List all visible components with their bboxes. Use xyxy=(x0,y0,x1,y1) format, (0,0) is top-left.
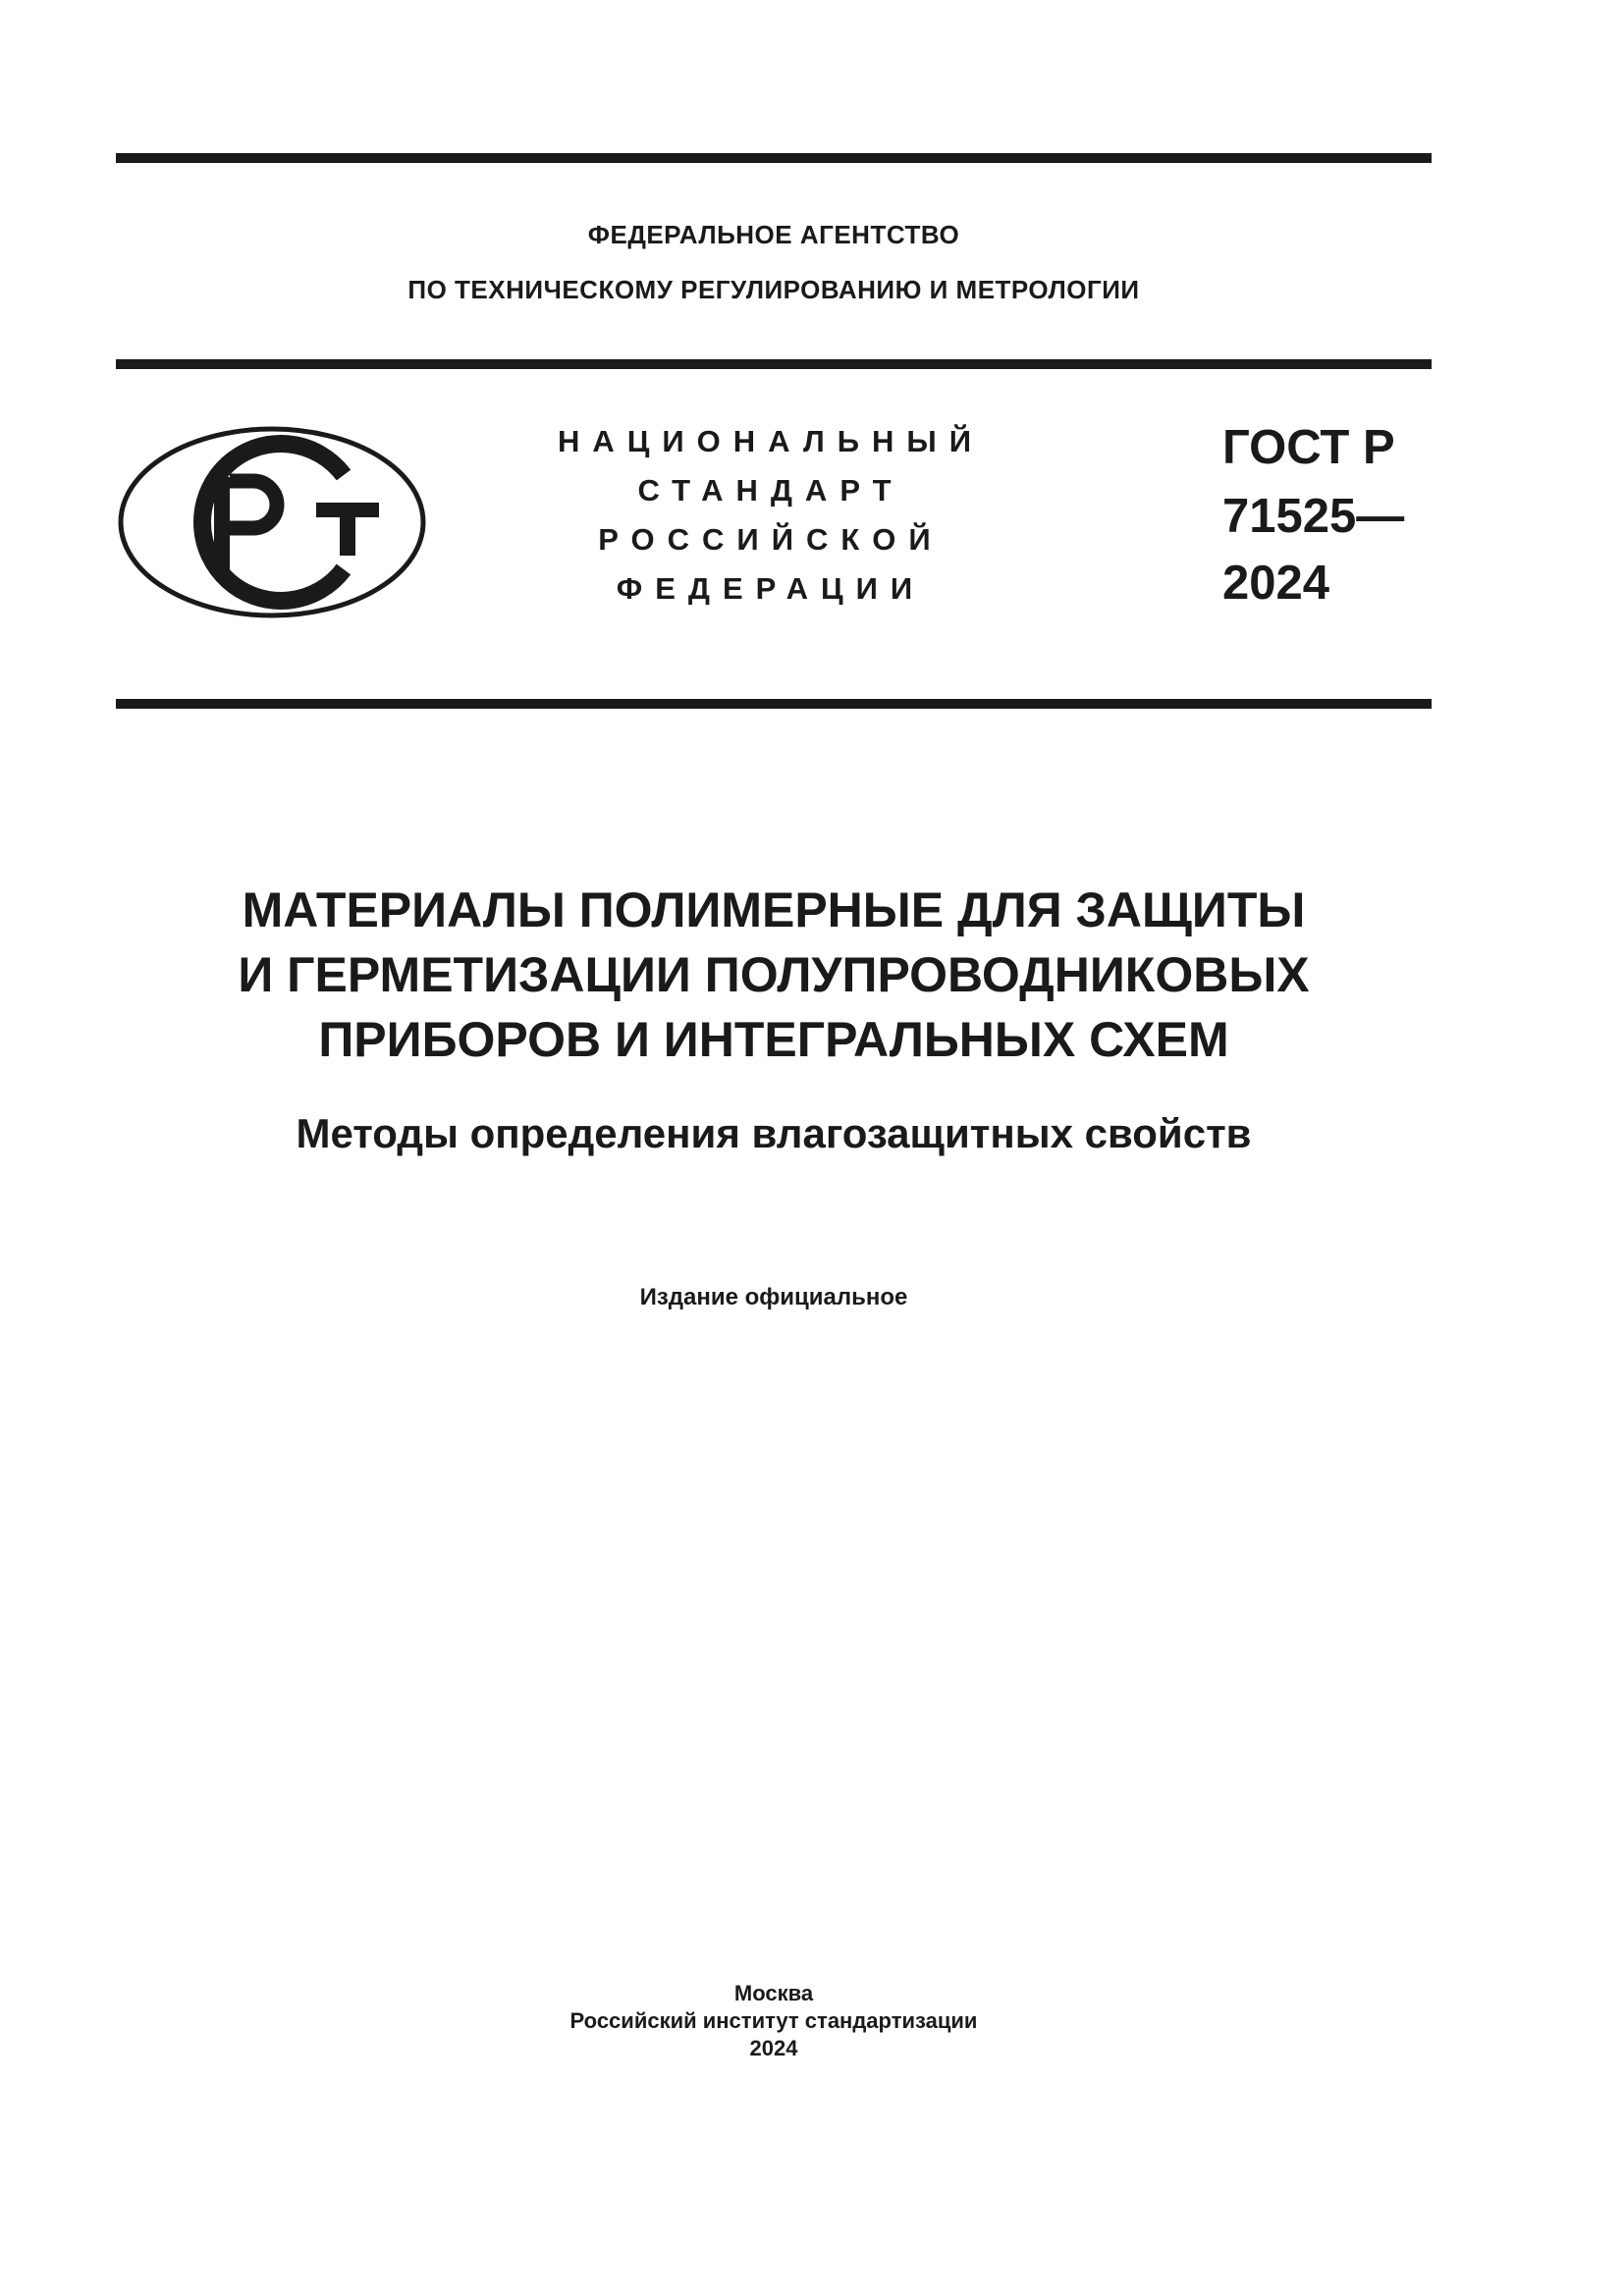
header-divider xyxy=(116,359,1432,369)
agency-name-line-2: ПО ТЕХНИЧЕСКОМУ РЕГУЛИРОВАНИЮ И МЕТРОЛОГИИ xyxy=(407,275,1140,304)
standard-designation-number: 71525— xyxy=(1222,490,1405,543)
standard-designation-prefix: ГОСТ Р xyxy=(1222,421,1395,474)
rst-certification-mark-icon xyxy=(116,424,428,620)
standard-type-line-1: НАЦИОНАЛЬНЫЙ xyxy=(557,424,985,458)
edition-note: Издание официальное xyxy=(639,1284,908,1310)
standard-type-line-2: СТАНДАРТ xyxy=(637,473,904,507)
top-divider xyxy=(116,153,1432,163)
agency-name-line-1: ФЕДЕРАЛЬНОЕ АГЕНТСТВО xyxy=(587,220,960,249)
imprint-city: Москва xyxy=(733,1981,814,2005)
document-subtitle: Методы определения влагозащитных свойств xyxy=(296,1110,1252,1156)
standard-type-line-3: РОССИЙСКОЙ xyxy=(598,522,944,557)
imprint-publisher: Российский институт стандартизации xyxy=(569,2008,978,2033)
header-bottom-divider xyxy=(116,699,1432,709)
standard-type-line-4: ФЕДЕРАЦИИ xyxy=(616,571,926,606)
imprint-year: 2024 xyxy=(749,2036,798,2060)
document-title-line-2: И ГЕРМЕТИЗАЦИИ ПОЛУПРОВОДНИКОВЫХ xyxy=(238,947,1310,1002)
document-title-line-3: ПРИБОРОВ И ИНТЕГРАЛЬНЫХ СХЕМ xyxy=(318,1012,1229,1067)
document-title-line-1: МАТЕРИАЛЫ ПОЛИМЕРНЫЕ ДЛЯ ЗАЩИТЫ xyxy=(242,882,1306,937)
standard-designation-year: 2024 xyxy=(1222,557,1330,610)
